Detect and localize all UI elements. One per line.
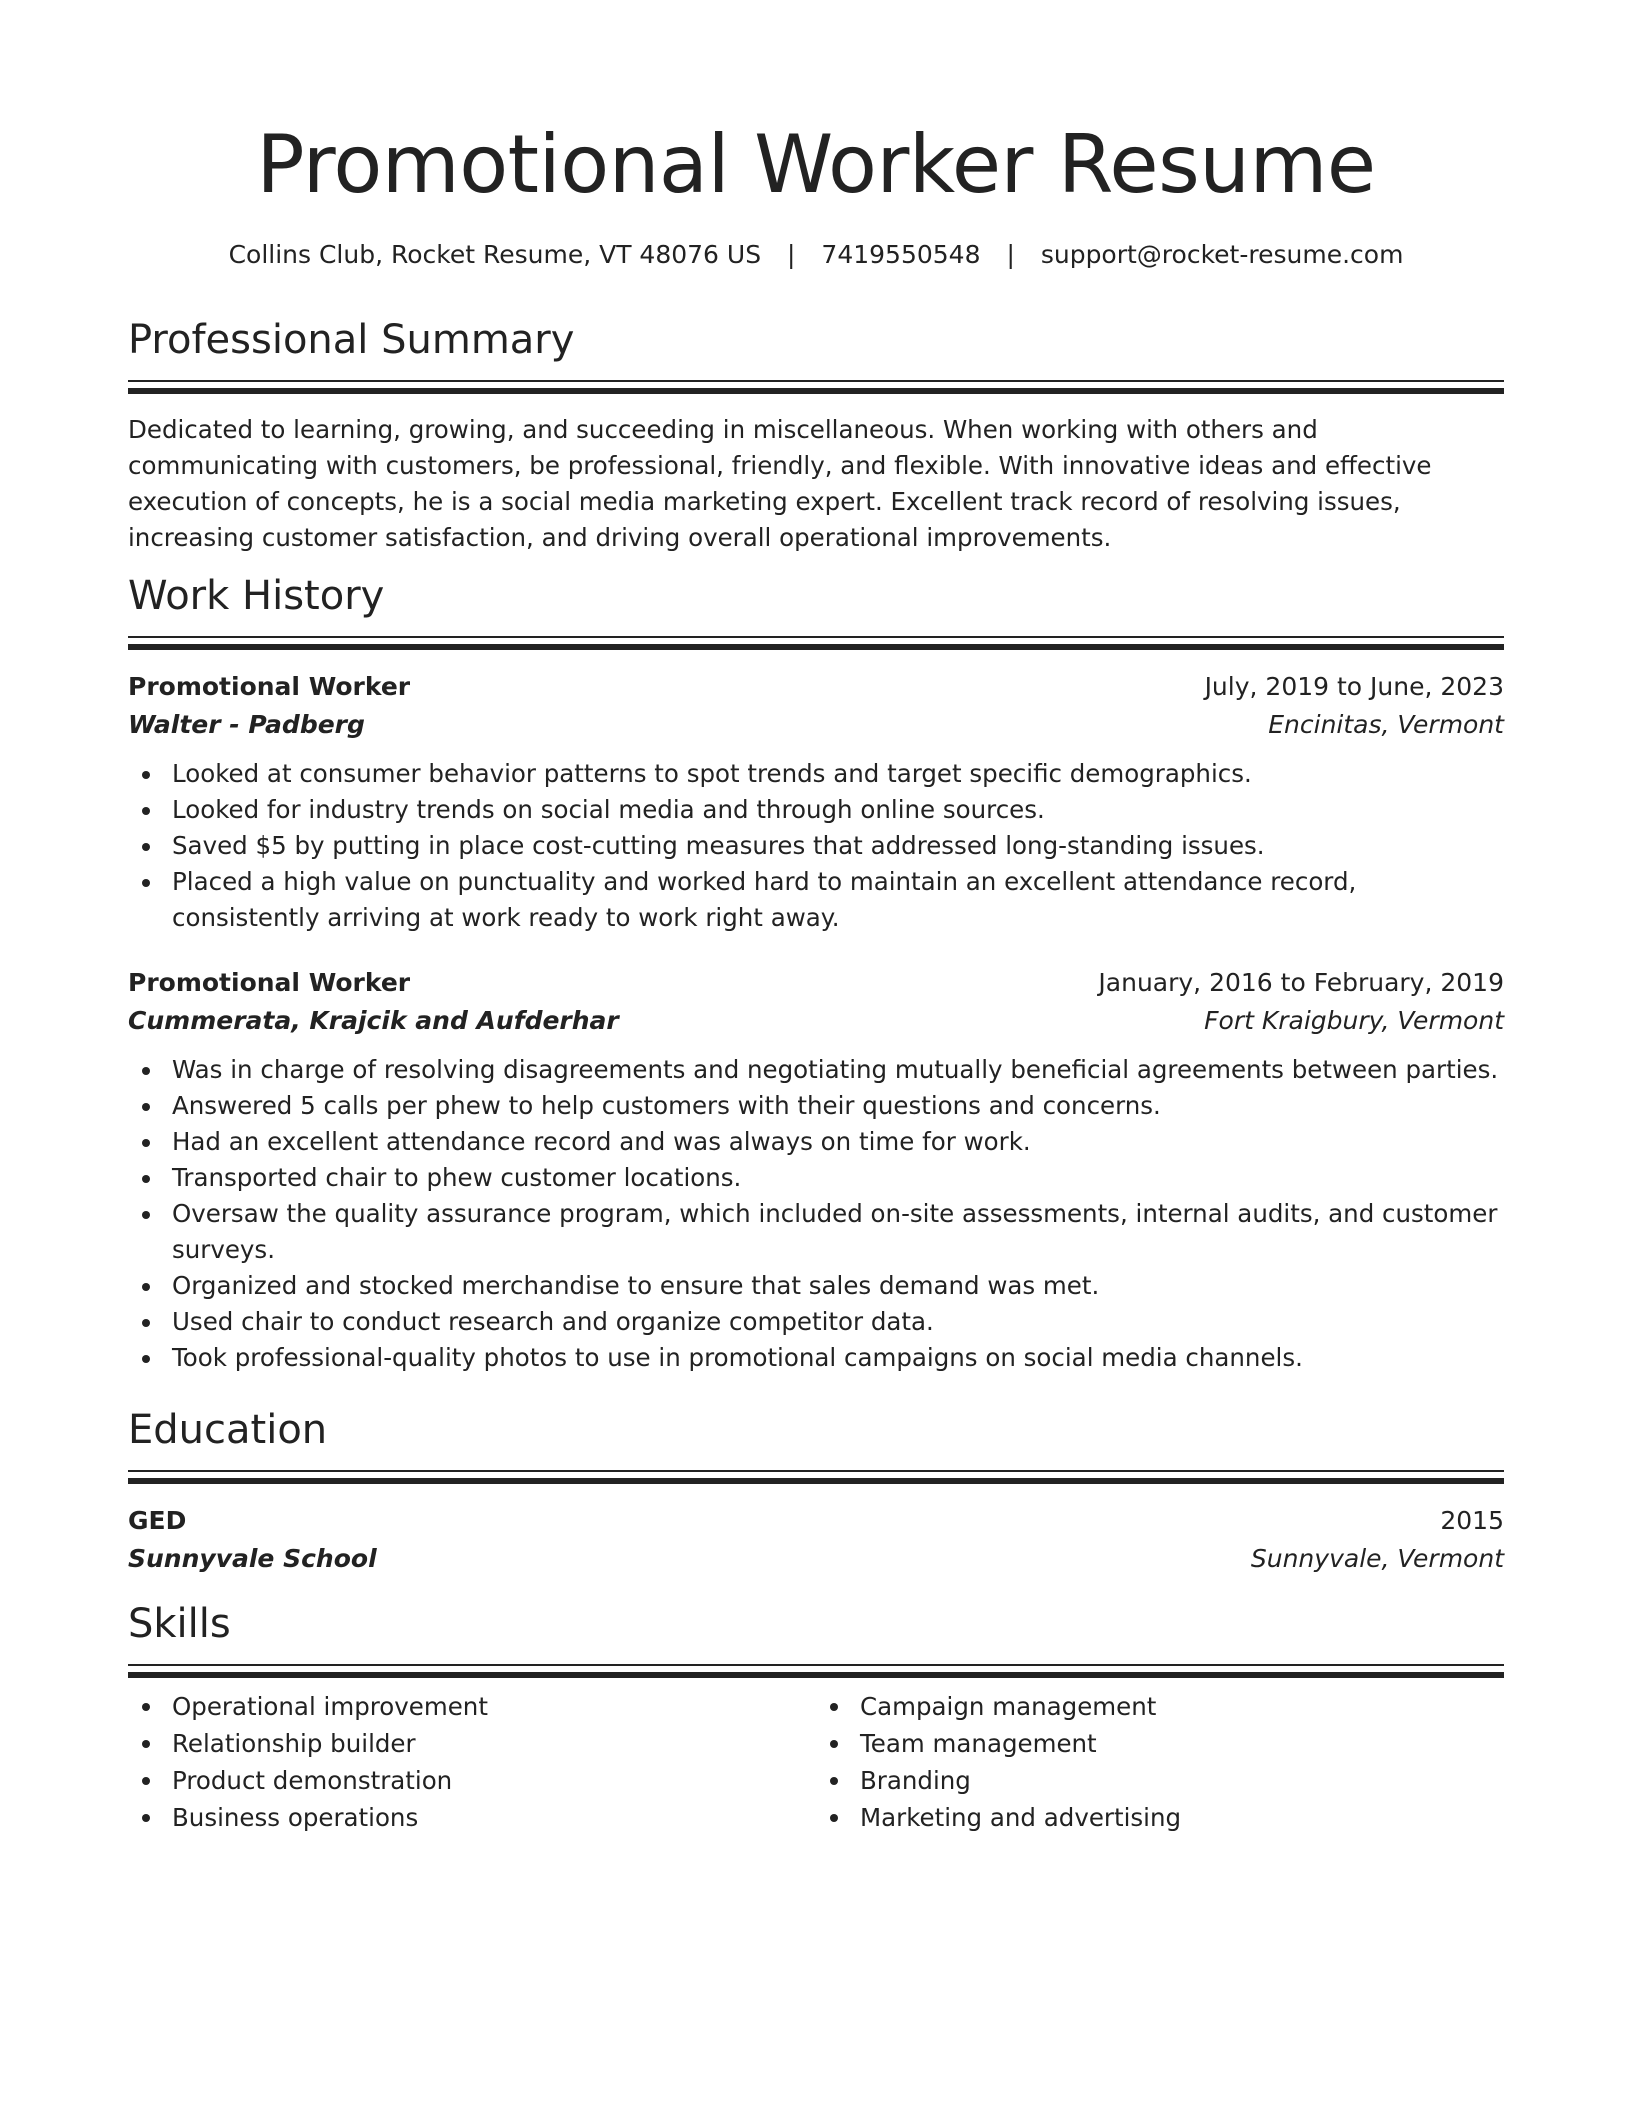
job-entry [128, 964, 1504, 1376]
job-bullet: Organized and stocked merchandise to ensure that sales demand was met. [128, 1268, 1504, 1304]
section-divider [128, 1470, 1504, 1484]
job-company: Walter - Padberg [128, 710, 365, 739]
skill-item: Relationship builder [128, 1725, 816, 1762]
skill-item: Product demonstration [128, 1762, 816, 1799]
job-header-row [128, 964, 1504, 1002]
job-bullets [128, 756, 1504, 936]
job-bullet: Oversaw the quality assurance program, which included on-site assessments, internal audits, and customer surveys. [128, 1196, 1504, 1268]
resume-title: Promotional Worker Resume [256, 118, 1376, 211]
section-divider [128, 636, 1504, 650]
job-bullet: Saved $5 by putting in place cost-cutting measures that addressed long-standing issues. [128, 828, 1504, 864]
education-school-row [128, 1540, 1504, 1578]
education-location: Sunnyvale, Vermont [1250, 1544, 1504, 1573]
summary-text: Dedicated to learning, growing, and succeeding in miscellaneous. When working with others and communicating with customers, be professional, friendly, and flexible. With innovative ideas and effective execution of concepts, he is a social media marketing expert. Excellent track record of resolving issues, increasing customer satisfaction, and driving overall operational improvements. [128, 415, 1432, 552]
job-header-row [128, 668, 1504, 706]
skill-item: Team management [816, 1725, 1504, 1762]
education-entry [128, 1502, 1504, 1578]
work-history-heading: Work History [128, 573, 385, 619]
skill-item: Branding [816, 1762, 1504, 1799]
job-entry [128, 668, 1504, 936]
education-year: 2015 [1440, 1506, 1504, 1535]
skill-item: Marketing and advertising [816, 1799, 1504, 1836]
job-bullet: Placed a high value on punctuality and worked hard to maintain an excellent attendance record, consistently arriving at work ready to work right away. [128, 864, 1504, 936]
skills-section [128, 1600, 1504, 1836]
job-dates: January, 2016 to February, 2019 [1098, 968, 1504, 997]
job-bullet: Had an excellent attendance record and was always on time for work. [128, 1124, 1504, 1160]
contact-phone: 7419550548 [821, 240, 981, 269]
skills-right-column [816, 1688, 1504, 1836]
job-bullet: Used chair to conduct research and organize competitor data. [128, 1304, 1504, 1340]
summary-section [128, 316, 1504, 556]
work-history-section [128, 572, 1504, 1376]
education-header-row [128, 1502, 1504, 1540]
job-bullet: Was in charge of resolving disagreements and negotiating mutually beneficial agreements between parties. [128, 1052, 1504, 1088]
contact-line [0, 240, 1632, 269]
summary-heading: Professional Summary [128, 317, 575, 363]
skill-item: Campaign management [816, 1688, 1504, 1725]
job-title: Promotional Worker [128, 968, 411, 997]
contact-separator: | [787, 240, 796, 269]
contact-separator: | [1006, 240, 1015, 269]
education-heading: Education [128, 1407, 328, 1453]
job-dates: July, 2019 to June, 2023 [1204, 672, 1504, 701]
contact-address: Collins Club, Rocket Resume, VT 48076 US [228, 240, 762, 269]
skill-item: Business operations [128, 1799, 816, 1836]
job-company-row [128, 706, 1504, 744]
contact-email: support@rocket-resume.com [1040, 240, 1404, 269]
education-degree: GED [128, 1506, 187, 1535]
skills-left-column [128, 1688, 816, 1836]
job-company: Cummerata, Krajcik and Aufderhar [128, 1006, 619, 1035]
job-company-row [128, 1002, 1504, 1040]
job-bullet: Answered 5 calls per phew to help customers with their questions and concerns. [128, 1088, 1504, 1124]
job-title: Promotional Worker [128, 672, 411, 701]
job-bullet: Looked at consumer behavior patterns to spot trends and target specific demographics. [128, 756, 1504, 792]
job-location: Encinitas, Vermont [1268, 710, 1504, 739]
job-bullets [128, 1052, 1504, 1376]
job-bullet: Took professional-quality photos to use in promotional campaigns on social media channels. [128, 1340, 1504, 1376]
education-section [128, 1406, 1504, 1578]
job-bullet: Transported chair to phew customer locations. [128, 1160, 1504, 1196]
section-divider [128, 380, 1504, 394]
skill-item: Operational improvement [128, 1688, 816, 1725]
skills-heading: Skills [128, 1601, 231, 1647]
job-bullet: Looked for industry trends on social media and through online sources. [128, 792, 1504, 828]
education-school: Sunnyvale School [128, 1544, 377, 1573]
section-divider [128, 1664, 1504, 1678]
skills-columns [128, 1688, 1504, 1836]
job-location: Fort Kraigbury, Vermont [1204, 1006, 1504, 1035]
